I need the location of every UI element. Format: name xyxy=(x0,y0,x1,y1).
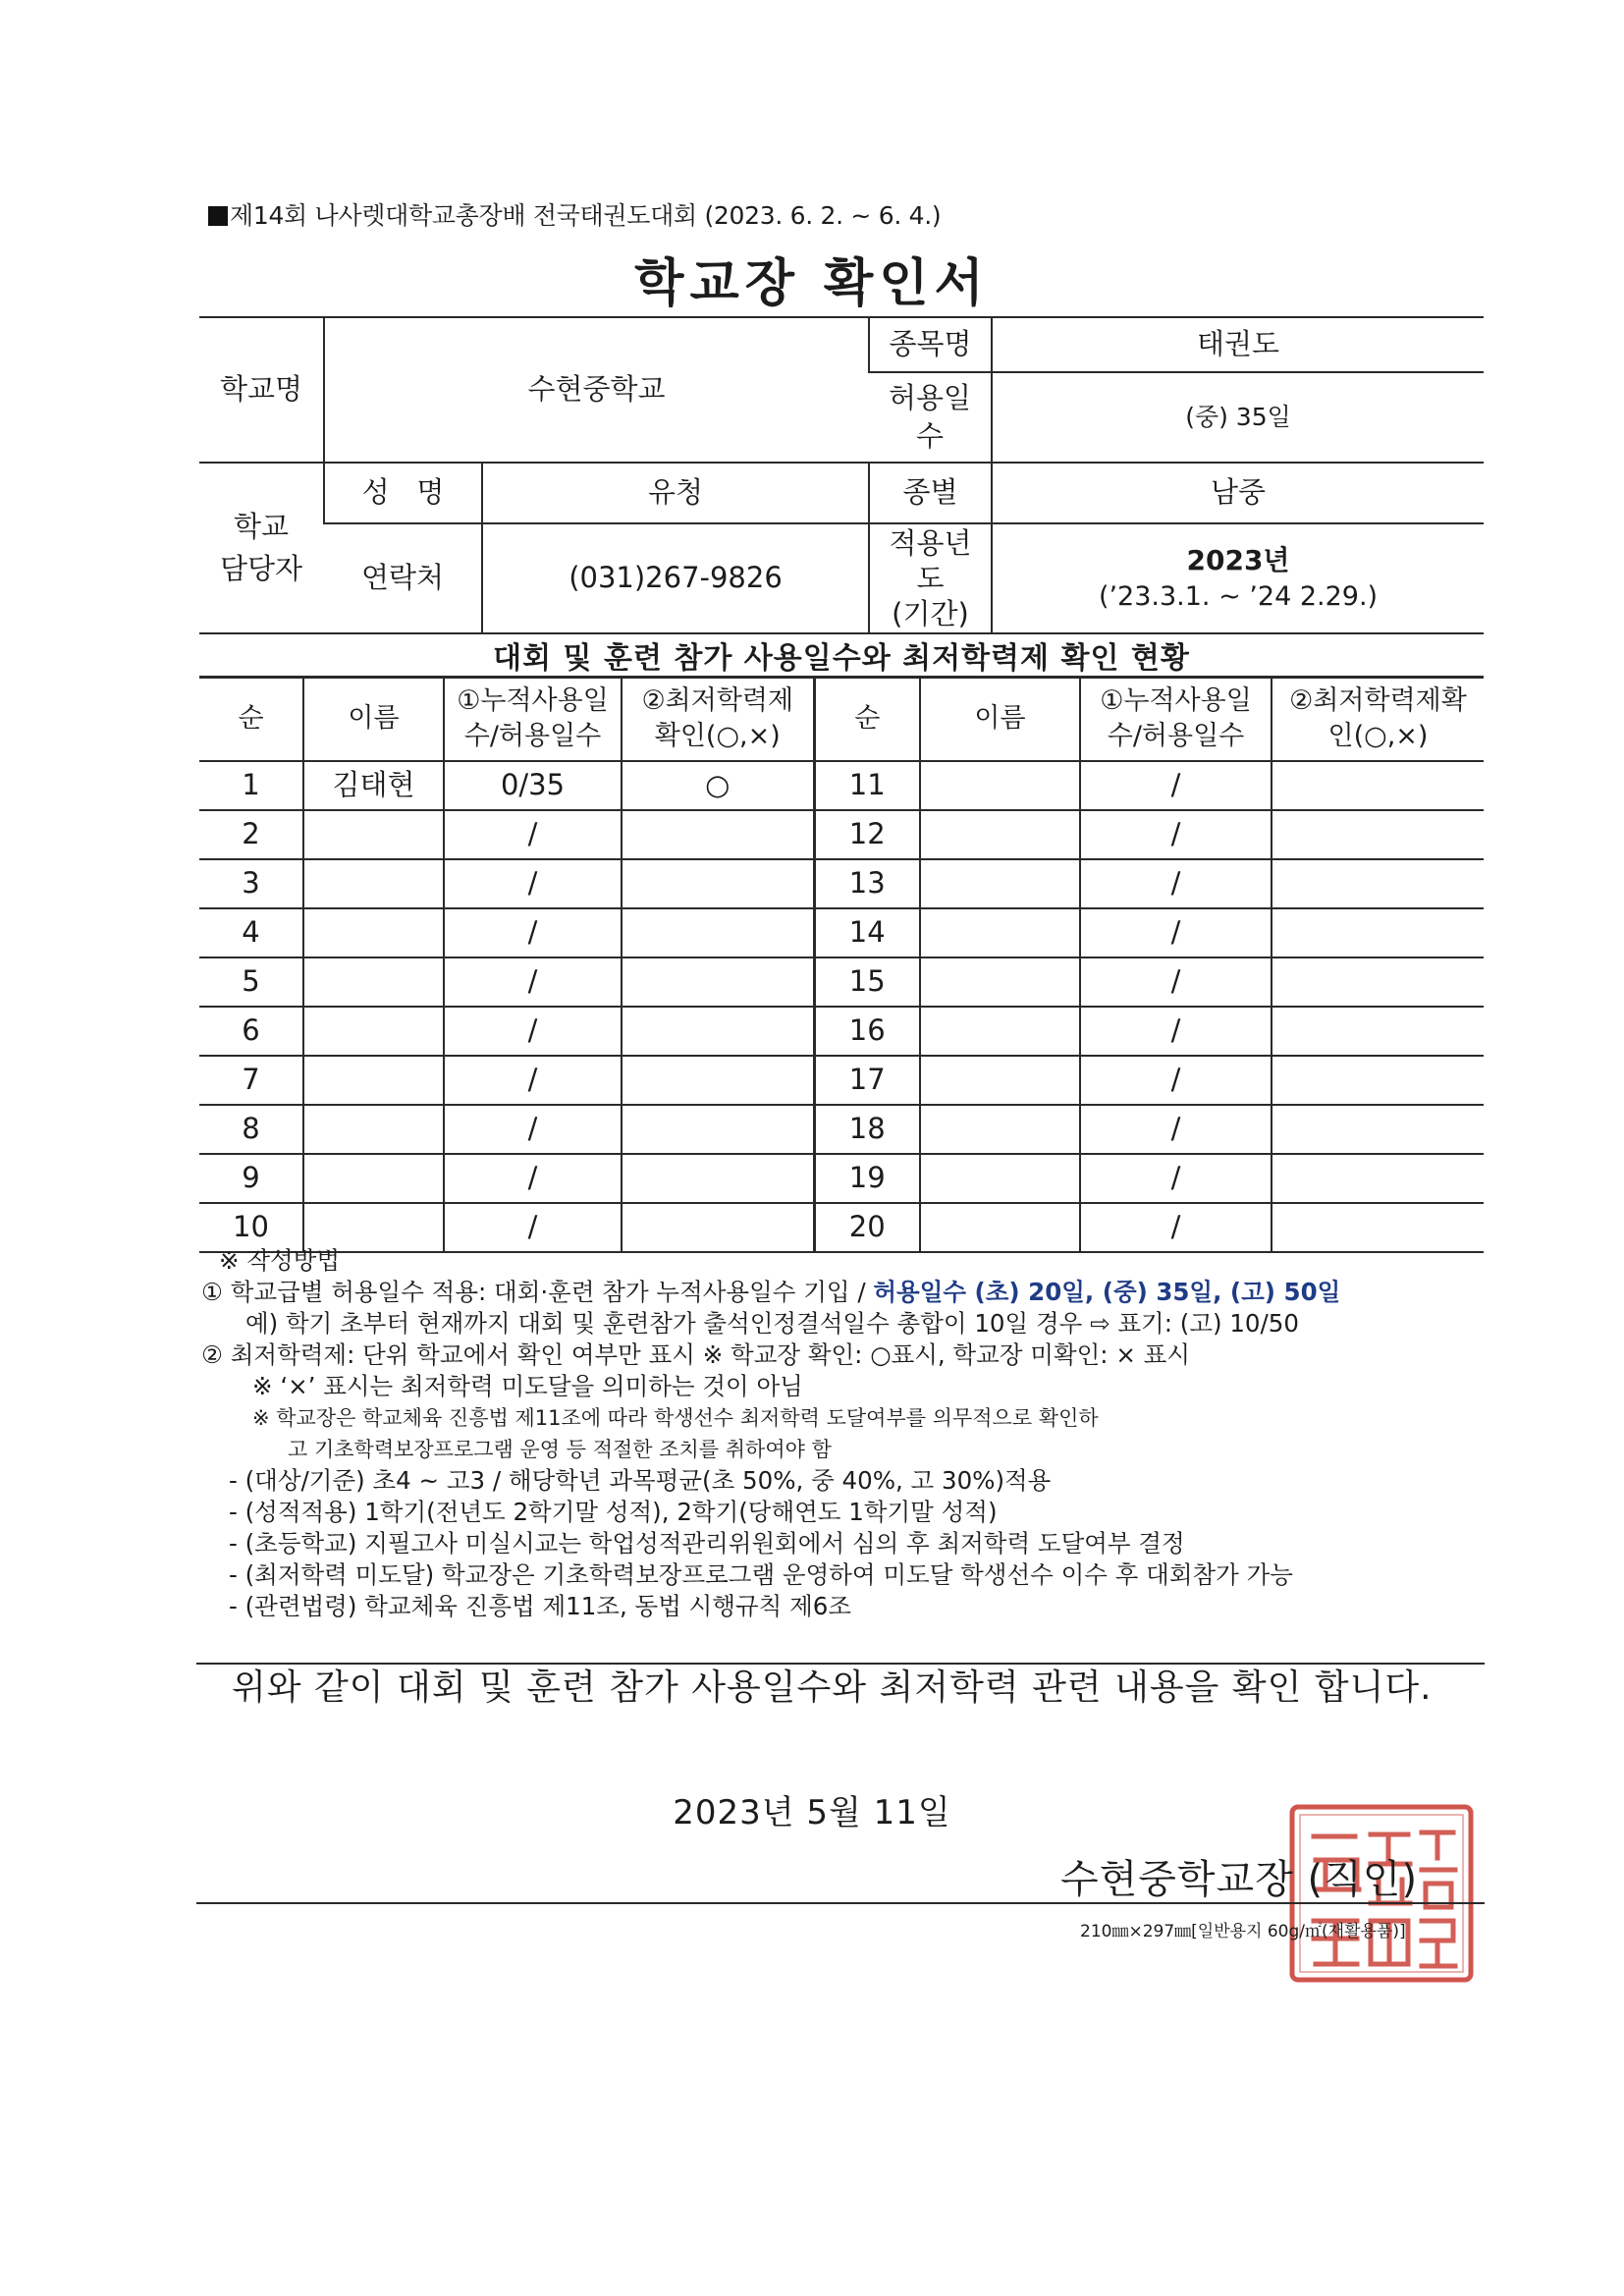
used-days: / xyxy=(1080,1203,1272,1252)
athlete-name xyxy=(920,859,1080,908)
row-number: 16 xyxy=(814,1007,920,1056)
academic-check xyxy=(622,1105,814,1154)
row-number: 17 xyxy=(814,1056,920,1105)
manager-name-value: 유청 xyxy=(482,463,869,523)
used-days: / xyxy=(444,859,622,908)
used-days: / xyxy=(1080,810,1272,859)
academic-check xyxy=(622,810,814,859)
academic-check xyxy=(1272,761,1484,810)
manager-name-label: 성 명 xyxy=(324,463,482,523)
athlete-name xyxy=(920,1056,1080,1105)
note-2: ② 최저학력제: 단위 학교에서 확인 여부만 표시 ※ 학교장 확인: ○표시, 학교장 미확인: × 표시 xyxy=(201,1340,1190,1369)
academic-check xyxy=(622,908,814,957)
notes-heading: ※ 작성방법 xyxy=(219,1246,340,1275)
header-name-left: 이름 xyxy=(303,677,444,761)
academic-check xyxy=(1272,810,1484,859)
academic-check xyxy=(622,859,814,908)
note-1-example xyxy=(201,1308,1488,1339)
athlete-name xyxy=(303,1154,444,1203)
note-2-b: ※ 학교장은 학교체육 진흥법 제11조에 따라 학생선수 최저학력 도달여부를 의무적으로 확인하 xyxy=(252,1406,1099,1430)
table-row xyxy=(199,859,1484,908)
row-number: 9 xyxy=(199,1154,303,1203)
header-no-left: 순 xyxy=(199,677,303,761)
table-row xyxy=(199,1105,1484,1154)
header-name-right: 이름 xyxy=(920,677,1080,761)
row-number: 6 xyxy=(199,1007,303,1056)
academic-check xyxy=(1272,908,1484,957)
used-days: / xyxy=(1080,761,1272,810)
table-row xyxy=(199,761,1484,810)
athlete-name xyxy=(303,908,444,957)
note-dash-2: - (성적적용) 1학기(전년도 2학기말 성적), 2학기(당해연도 1학기말 성적) xyxy=(229,1498,998,1526)
used-days: / xyxy=(1080,1056,1272,1105)
athlete-name xyxy=(303,1007,444,1056)
used-days: / xyxy=(444,1056,622,1105)
athlete-name xyxy=(303,957,444,1007)
used-days: / xyxy=(1080,1007,1272,1056)
note-dash-5: - (관련법령) 학교체육 진흥법 제11조, 동법 시행규칙 제6조 xyxy=(229,1592,852,1620)
event-title: 제14회 나사렛대학교총장배 전국태권도대회 (2023. 6. 2. ~ 6. 4.) xyxy=(230,201,942,230)
athlete-name xyxy=(920,810,1080,859)
period-range: (’23.3.1. ~ ’24 2.29.) xyxy=(1098,580,1379,612)
row-number: 7 xyxy=(199,1056,303,1105)
row-number: 10 xyxy=(199,1203,303,1252)
event-header xyxy=(208,196,941,232)
row-number: 2 xyxy=(199,810,303,859)
signer-name: 수현중학교장 (직인) xyxy=(1060,1857,1419,1902)
athlete-name xyxy=(303,1056,444,1105)
academic-check xyxy=(1272,1007,1484,1056)
athlete-name xyxy=(303,810,444,859)
athlete-name xyxy=(920,1105,1080,1154)
note-dash-4: - (최저학력 미도달) 학교장은 기초학력보장프로그램 운영하여 미도달 학생선수 이수 후 대회참가 가능 xyxy=(229,1560,1293,1589)
school-info-table xyxy=(199,316,1484,634)
contact-value: (031)267-9826 xyxy=(482,523,869,633)
note-1-example-text: 예) 학기 초부터 현재까지 대회 및 훈련참가 출석인정결석일수 총합이 10일 경우 ⇨ 표기: (고) 10/50 xyxy=(245,1309,1299,1338)
athlete-name xyxy=(303,859,444,908)
academic-check xyxy=(1272,957,1484,1007)
allowed-days-value: (중) 35일 xyxy=(992,372,1484,463)
note-1 xyxy=(201,1277,1488,1308)
table-row xyxy=(199,908,1484,957)
confirmation-text: 위와 같이 대회 및 훈련 참가 사용일수와 최저학력 관련 내용을 확인 합니다. xyxy=(232,1667,1433,1708)
confirmation-date: 2023년 5월 11일 xyxy=(673,1793,951,1832)
academic-check: ○ xyxy=(622,761,814,810)
sport-label: 종목명 xyxy=(869,317,992,372)
period-value xyxy=(992,523,1484,633)
used-days: / xyxy=(444,957,622,1007)
used-days: / xyxy=(1080,1154,1272,1203)
used-days: / xyxy=(444,908,622,957)
used-days: / xyxy=(444,1154,622,1203)
athlete-name xyxy=(920,957,1080,1007)
manager-label: 학교 담당자 xyxy=(199,463,324,633)
athlete-name xyxy=(920,1154,1080,1203)
note-2-a: ※ ‘×’ 표시는 최저학력 미도달을 의미하는 것이 아님 xyxy=(252,1372,803,1400)
school-name-value: 수현중학교 xyxy=(324,317,869,463)
table-row xyxy=(199,1056,1484,1105)
used-days: / xyxy=(1080,908,1272,957)
used-days: / xyxy=(444,1105,622,1154)
row-number: 11 xyxy=(814,761,920,810)
row-number: 4 xyxy=(199,908,303,957)
used-days: / xyxy=(444,810,622,859)
row-number: 1 xyxy=(199,761,303,810)
header-days-left: ①누적사용일수/허용일수 xyxy=(444,677,622,761)
academic-check xyxy=(1272,1056,1484,1105)
paper-spec: 210㎜×297㎜[일반용지 60g/㎡(재활용품)] xyxy=(1080,1922,1406,1941)
academic-check xyxy=(1272,1154,1484,1203)
header-days-right: ①누적사용일수/허용일수 xyxy=(1080,677,1272,761)
allowed-days-label: 허용일수 xyxy=(869,372,992,463)
document-title: 학교장 확인서 xyxy=(634,254,990,313)
table-row xyxy=(199,810,1484,859)
used-days: / xyxy=(444,1203,622,1252)
table-row xyxy=(199,957,1484,1007)
row-number: 12 xyxy=(814,810,920,859)
athlete-name: 김태현 xyxy=(303,761,444,810)
row-number: 8 xyxy=(199,1105,303,1154)
roster-table xyxy=(199,676,1484,1253)
row-number: 19 xyxy=(814,1154,920,1203)
header-check-left: ②최저학력제확인(○,×) xyxy=(622,677,814,761)
used-days: 0/35 xyxy=(444,761,622,810)
sport-value: 태권도 xyxy=(992,317,1484,372)
note-1-text: ① 학교급별 허용일수 적용: 대회·훈련 참가 누적사용일수 기입 / xyxy=(201,1278,874,1306)
row-number: 5 xyxy=(199,957,303,1007)
note-1-highlight: 허용일수 (초) 20일, (중) 35일, (고) 50일 xyxy=(873,1278,1341,1306)
academic-check xyxy=(622,1056,814,1105)
athlete-name xyxy=(920,761,1080,810)
academic-check xyxy=(622,1007,814,1056)
used-days: / xyxy=(1080,859,1272,908)
academic-check xyxy=(1272,1105,1484,1154)
roster-section-title: 대회 및 훈련 참가 사용일수와 최저학력제 확인 현황 xyxy=(199,633,1484,679)
row-number: 20 xyxy=(814,1203,920,1252)
note-2-c: 고 기초학력보장프로그램 운영 등 적절한 조치를 취하여야 함 xyxy=(288,1438,832,1461)
academic-check xyxy=(622,1154,814,1203)
athlete-name xyxy=(920,908,1080,957)
row-number: 15 xyxy=(814,957,920,1007)
used-days: / xyxy=(444,1007,622,1056)
academic-check xyxy=(1272,859,1484,908)
header-no-right: 순 xyxy=(814,677,920,761)
table-row xyxy=(199,1007,1484,1056)
athlete-name xyxy=(920,1007,1080,1056)
contact-label: 연락처 xyxy=(324,523,482,633)
writing-instructions xyxy=(201,1245,1488,1622)
category-value: 남중 xyxy=(992,463,1484,523)
period-year: 2023년 xyxy=(1186,544,1290,577)
header-check-right: ②최저학력제확인(○,×) xyxy=(1272,677,1484,761)
square-bullet-icon xyxy=(208,206,228,226)
academic-check xyxy=(622,957,814,1007)
row-number: 14 xyxy=(814,908,920,957)
athlete-name xyxy=(303,1105,444,1154)
row-number: 3 xyxy=(199,859,303,908)
category-label: 종별 xyxy=(869,463,992,523)
row-number: 13 xyxy=(814,859,920,908)
used-days: / xyxy=(1080,957,1272,1007)
used-days: / xyxy=(1080,1105,1272,1154)
note-dash-1: - (대상/기준) 초4 ~ 고3 / 해당학년 과목평균(초 50%, 중 40%, 고 30%)적용 xyxy=(229,1466,1052,1495)
table-row xyxy=(199,1154,1484,1203)
school-name-label: 학교명 xyxy=(199,317,324,463)
row-number: 18 xyxy=(814,1105,920,1154)
divider-bottom xyxy=(196,1902,1485,1904)
note-dash-3: - (초등학교) 지필고사 미실시교는 학업성적관리위원회에서 심의 후 최저학력 도달여부 결정 xyxy=(229,1529,1185,1558)
period-label: 적용년도 (기간) xyxy=(869,523,992,633)
